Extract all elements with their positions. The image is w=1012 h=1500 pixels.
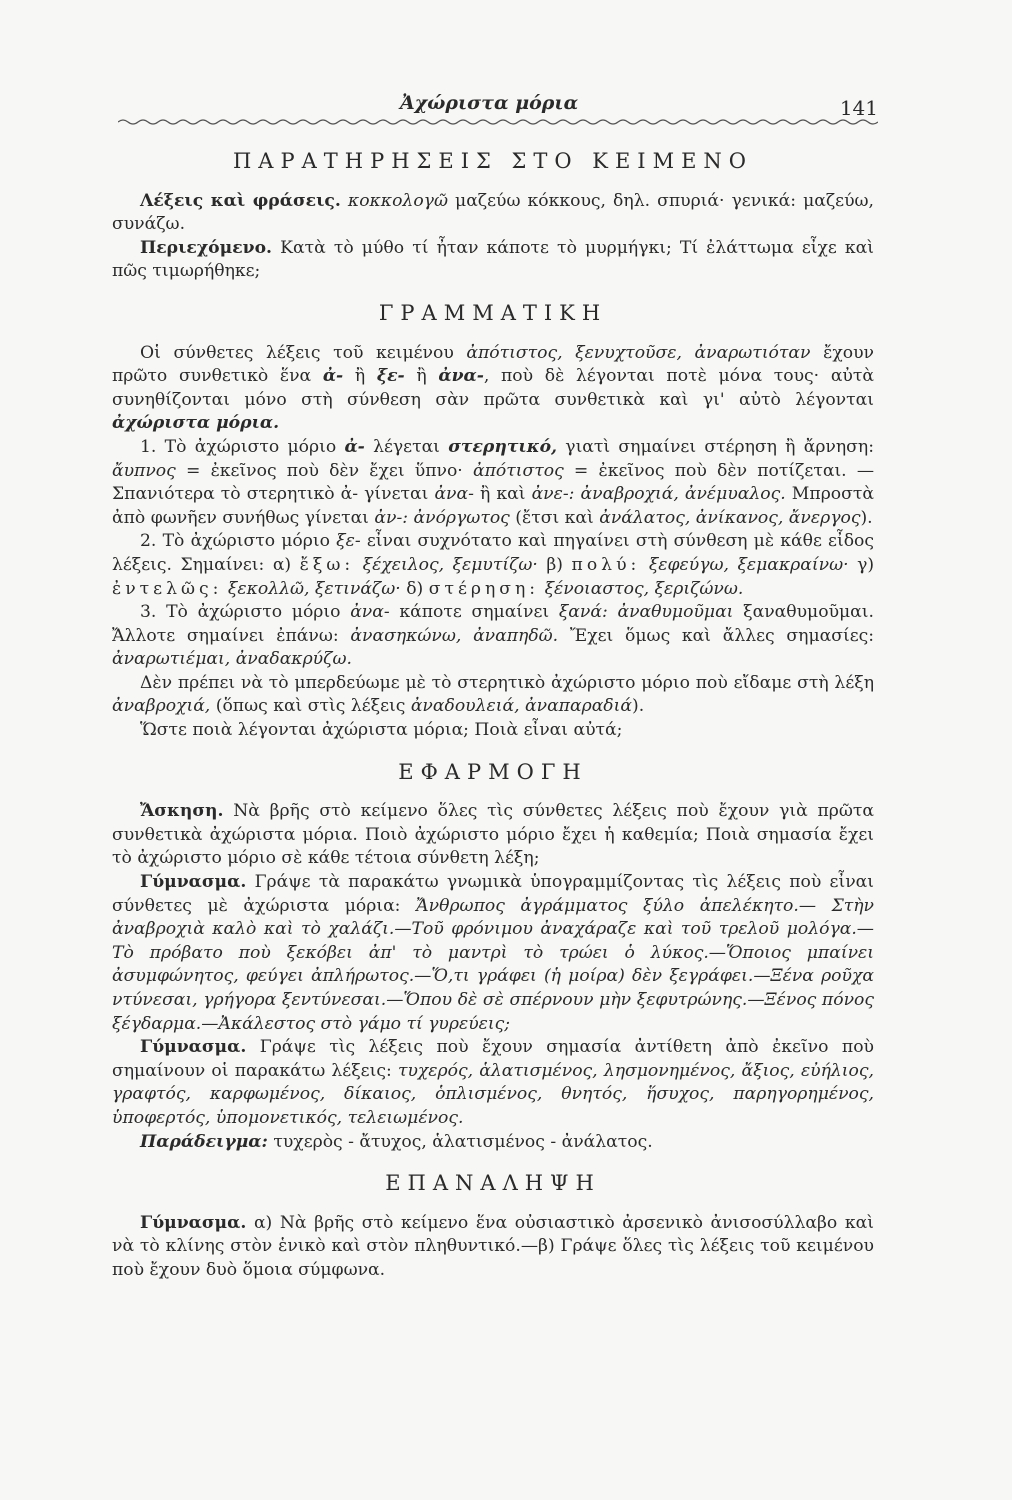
text-span: ἢ	[354, 366, 366, 387]
text-span: Ἔχει ὅμως καὶ ἄλλες σημασίες:	[569, 625, 875, 646]
grammar-paragraph-3	[112, 530, 874, 601]
prefix-a: ἀ-	[322, 366, 344, 387]
term-privative: στερητικό,	[448, 436, 558, 457]
text-span: ).	[860, 507, 873, 528]
example-words: ἀναδουλειά, ἀναπαραδιά	[410, 696, 632, 717]
heading-grammar: ΓΡΑΜΜΑΤΙΚΗ	[378, 300, 608, 325]
heading-observations: ΠΑΡΑΤΗΡΗΣΕΙΣ ΣΤΟ ΚΕΙΜΕΝΟ	[232, 149, 754, 173]
text-span: κάποτε σημαίνει	[399, 602, 550, 623]
example-words: ἀνάλατος, ἀνίκανος, ἄνεργος	[599, 507, 861, 528]
page-content	[112, 150, 874, 1283]
meaning-label: στέρηση:	[428, 578, 540, 599]
example-word: ξανά:	[558, 602, 608, 623]
example-line	[112, 1131, 874, 1155]
term-kokkologo: κοκκολογῶ	[347, 190, 448, 211]
text-span: εἶναι συχνότατο καὶ πηγαίνει στὴ σύνθεση μὲ κάθε εἶδος λέξεις. Σημαίνει: α)	[112, 531, 875, 575]
exercise-text: Νὰ βρῆς στὸ κείμενο ὅλες τὶς σύνθετες λέξεις ποὺ ἔχουν γιὰ πρῶτα συνθετικὰ ἀχώριστα μόρια. Ποιὸ ἀχώριστο μόριο ἔχει ἡ καθεμία; Ποιὰ σημασία ἔχει τὸ ἀχώριστο μόριο σὲ κάθε τέτοια σύνθετη λέξη;	[112, 801, 874, 869]
text-span: , ποὺ δὲ λέγονται ποτὲ μόνα τους· αὐτὰ συνηθίζονται μόνο στὴ σύνθεση σὰν πρῶτα συνθετικὰ καὶ γι' αὐτὸ λέγονται	[112, 366, 874, 410]
example-words: ἀναβροχιά, ἀνέμυαλος.	[580, 484, 786, 505]
text-span: ἢ	[416, 366, 427, 387]
page-number: 141	[839, 96, 878, 120]
text-span: ἔχουν πρῶτο συνθετικὸ ἕνα	[112, 342, 874, 387]
heading-revision: ΕΠΑΝΑΛΗΨΗ	[385, 1171, 601, 1196]
example-word: ἀνε-:	[531, 484, 575, 505]
label-content: Περιεχόμενο.	[140, 237, 273, 258]
drill-text: Γράψε τὰ παρακάτω γνωμικὰ ὑπογραμμίζοντας τὶς λέξεις ποὺ εἶναι σύνθετες μὲ ἀχώριστα μόρια:	[112, 872, 874, 916]
example-words: ἀναρωτιέμαι, ἀναδακρύζω.	[112, 649, 352, 670]
grammar-paragraph-1	[112, 342, 874, 436]
revision-drill	[112, 1212, 874, 1283]
running-title: Ἀχώριστα μόρια	[400, 92, 579, 114]
words-phrases-text: μαζεύω κόκκους, δηλ. σπυριά· γενικά: μαζεύω, συνάζω.	[112, 190, 875, 235]
label-drill: Γύμνασμα.	[140, 872, 247, 893]
example-words: ἀνασηκώνω, ἀναπηδῶ.	[350, 625, 559, 646]
example-text: τυχερὸς - ἄτυχος, ἁλατισμένος - ἀνάλατος.	[273, 1131, 653, 1152]
proverbs-list: Ἄνθρωπος ἀγράμματος ξύλο ἀπελέκητο.— Στὴν ἀναβροχιὰ καλὸ καὶ τὸ χαλάζι.—Τοῦ φρόνιμου ἀναχάραζε καὶ τοῦ τρελοῦ μολόγα.—Τὸ πρόβατο ποὺ ξεκόβει ἀπ' τὸ μαντρὶ τὸ τρώει ὁ λύκος.—Ὅποιος μπαίνει ἀσυμφώνητος, φεύγει ἀπλήρωτος.—Ὅ,τι γράφει (ἡ μοίρα) δὲν ξεγράφει.—Ξένα ροῦχα ντύνεσαι, γρήγορα ξεντύνεσαι.—Ὅπου δὲ σὲ σπέρνουν μὴν ξεφυτρώνης.—Ξένος πόνος ξέγδαρμα.—Ἀκάλεστος στὸ γάμο τί γυρεύεις;	[112, 895, 874, 1034]
prefix-a: ἀ-	[344, 436, 365, 457]
example-word: ἀν-:	[374, 507, 409, 528]
text-span: = ἐκεῖνος ποὺ δὲν ἔχει ὕπνο·	[185, 460, 463, 481]
text-span: Δὲν πρέπει νὰ τὸ μπερδεύωμε μὲ τὸ στερητικὸ ἀχώριστο μόριο ποὺ εἴδαμε στὴ λέξη	[140, 672, 874, 693]
label-example: Παράδειγμα:	[140, 1131, 268, 1152]
text-span: λέγεται	[373, 436, 440, 457]
text-span: ).	[632, 696, 645, 717]
running-header	[118, 92, 878, 132]
label-drill: Γύμνασμα.	[140, 1212, 247, 1233]
example-word: ἀπότιστος	[472, 460, 564, 481]
label-words-phrases: Λέξεις καὶ φράσεις.	[140, 190, 341, 211]
grammar-paragraph-4	[112, 601, 874, 672]
example-words: ξένοιαστος, ξεριζώνω.	[544, 578, 744, 599]
label-exercise: Ἄσκηση.	[140, 801, 224, 822]
revision-text: α) Νὰ βρῆς στὸ κείμενο ἕνα οὐσιαστικὸ ἀρσενικὸ ἀνισοσύλλαβο καὶ νὰ τὸ κλίνης στὸν ἑνικὸ καὶ στὸν πληθυντικό.—β) Γράψε ὅλες τὶς λέξεις τοῦ κειμένου ποὺ ἔχουν δυὸ ὅμοια σύμφωνα.	[112, 1212, 874, 1280]
text-span: γ)	[857, 554, 875, 575]
text-span: = ἐκεῖνος ποὺ δὲν ποτίζεται. — Σπανιότερα τὸ στερητικὸ ἀ- γίνεται	[112, 460, 875, 505]
example-word: ἀνόργωτος	[413, 507, 510, 528]
text-span: 3. Τὸ ἀχώριστο μόριο	[140, 602, 341, 623]
grammar-question: Ὥστε ποιὰ λέγονται ἀχώριστα μόρια; Ποιὰ εἶναι αὐτά;	[140, 720, 623, 741]
text-span: δ)	[406, 578, 424, 599]
grammar-paragraph-2	[112, 436, 874, 530]
text-span: (ἔτσι καὶ	[515, 507, 594, 528]
text-span: ἢ καὶ	[480, 484, 526, 505]
prefix-xe: ξε-	[376, 366, 405, 387]
text-span: (ὅπως καὶ στὶς λέξεις	[215, 696, 406, 717]
example-word: ἀνα-	[350, 602, 390, 623]
example-words: ξεκολλῶ, ξετινάζω·	[227, 578, 401, 599]
paragraph-words-phrases	[112, 190, 874, 237]
meaning-label: πολύ:	[571, 554, 641, 575]
term-inseparable-particles: ἀχώριστα μόρια.	[112, 413, 280, 434]
example-word: ἀναθυμοῦμαι	[617, 602, 734, 623]
example-word: ἀναβροχιά,	[112, 696, 211, 717]
meaning-label: ἔξω:	[299, 554, 355, 575]
example-word: ἀνα-	[434, 484, 474, 505]
heading-application: ΕΦΑΡΜΟΓΗ	[398, 759, 588, 784]
word-list: τυχερός, ἁλατισμένος, λησμονημένος, ἄξιος, εὐήλιος, γραφτός, καρφωμένος, δίκαιος, ὁπλισμένος, θνητός, ἥσυχος, παρηγορημένος, ὑποφερτός, ὑπομονετικός, τελειωμένος.	[112, 1060, 874, 1128]
drill-1	[112, 871, 874, 1036]
label-drill: Γύμνασμα.	[140, 1037, 247, 1058]
grammar-paragraph-5	[112, 672, 874, 719]
text-span: Οἱ σύνθετες λέξεις τοῦ κειμένου	[140, 342, 454, 363]
text-span: γιατὶ σημαίνει στέρηση ἢ ἄρνηση:	[565, 436, 874, 457]
text-span: ξαναθυμοῦμαι. Ἄλλοτε σημαίνει ἐπάνω:	[112, 602, 874, 646]
wavy-rule	[118, 116, 878, 128]
text-span: 1. Τὸ ἀχώριστο μόριο	[140, 436, 337, 457]
example-words: ξεφεύγω, ξεμακραίνω·	[648, 554, 849, 575]
drill-2	[112, 1036, 874, 1130]
text-span: 2. Τὸ ἀχώριστο μόριο	[140, 531, 330, 552]
text-span: β)	[546, 554, 564, 575]
meaning-label: ἐντελῶς:	[112, 578, 223, 599]
example-words: ἀπότιστος, ξενυχτοῦσε, ἀναρωτιόταν	[466, 342, 811, 363]
exercise-1	[112, 800, 874, 871]
example-word: ξε-	[336, 531, 361, 552]
example-word: ἄυπνος	[112, 460, 176, 481]
example-words: ξέχειλος, ξεμυτίζω·	[362, 554, 538, 575]
content-text: Κατὰ τὸ μύθο τί ἦταν κάποτε τὸ μυρμήγκι; Τί ἐλάττωμα εἶχε καὶ πῶς τιμωρήθηκε;	[112, 237, 874, 282]
text-span: Μπροστὰ ἀπὸ φωνῆεν συνήθως γίνεται	[112, 484, 874, 528]
prefix-ana: ἀνα-	[438, 366, 484, 387]
paragraph-content	[112, 237, 874, 284]
drill-text: Γράψε τὶς λέξεις ποὺ ἔχουν σημασία ἀντίθετη ἀπὸ ἐκεῖνο ποὺ σημαίνουν οἱ παρακάτω λέξεις:	[112, 1037, 874, 1081]
